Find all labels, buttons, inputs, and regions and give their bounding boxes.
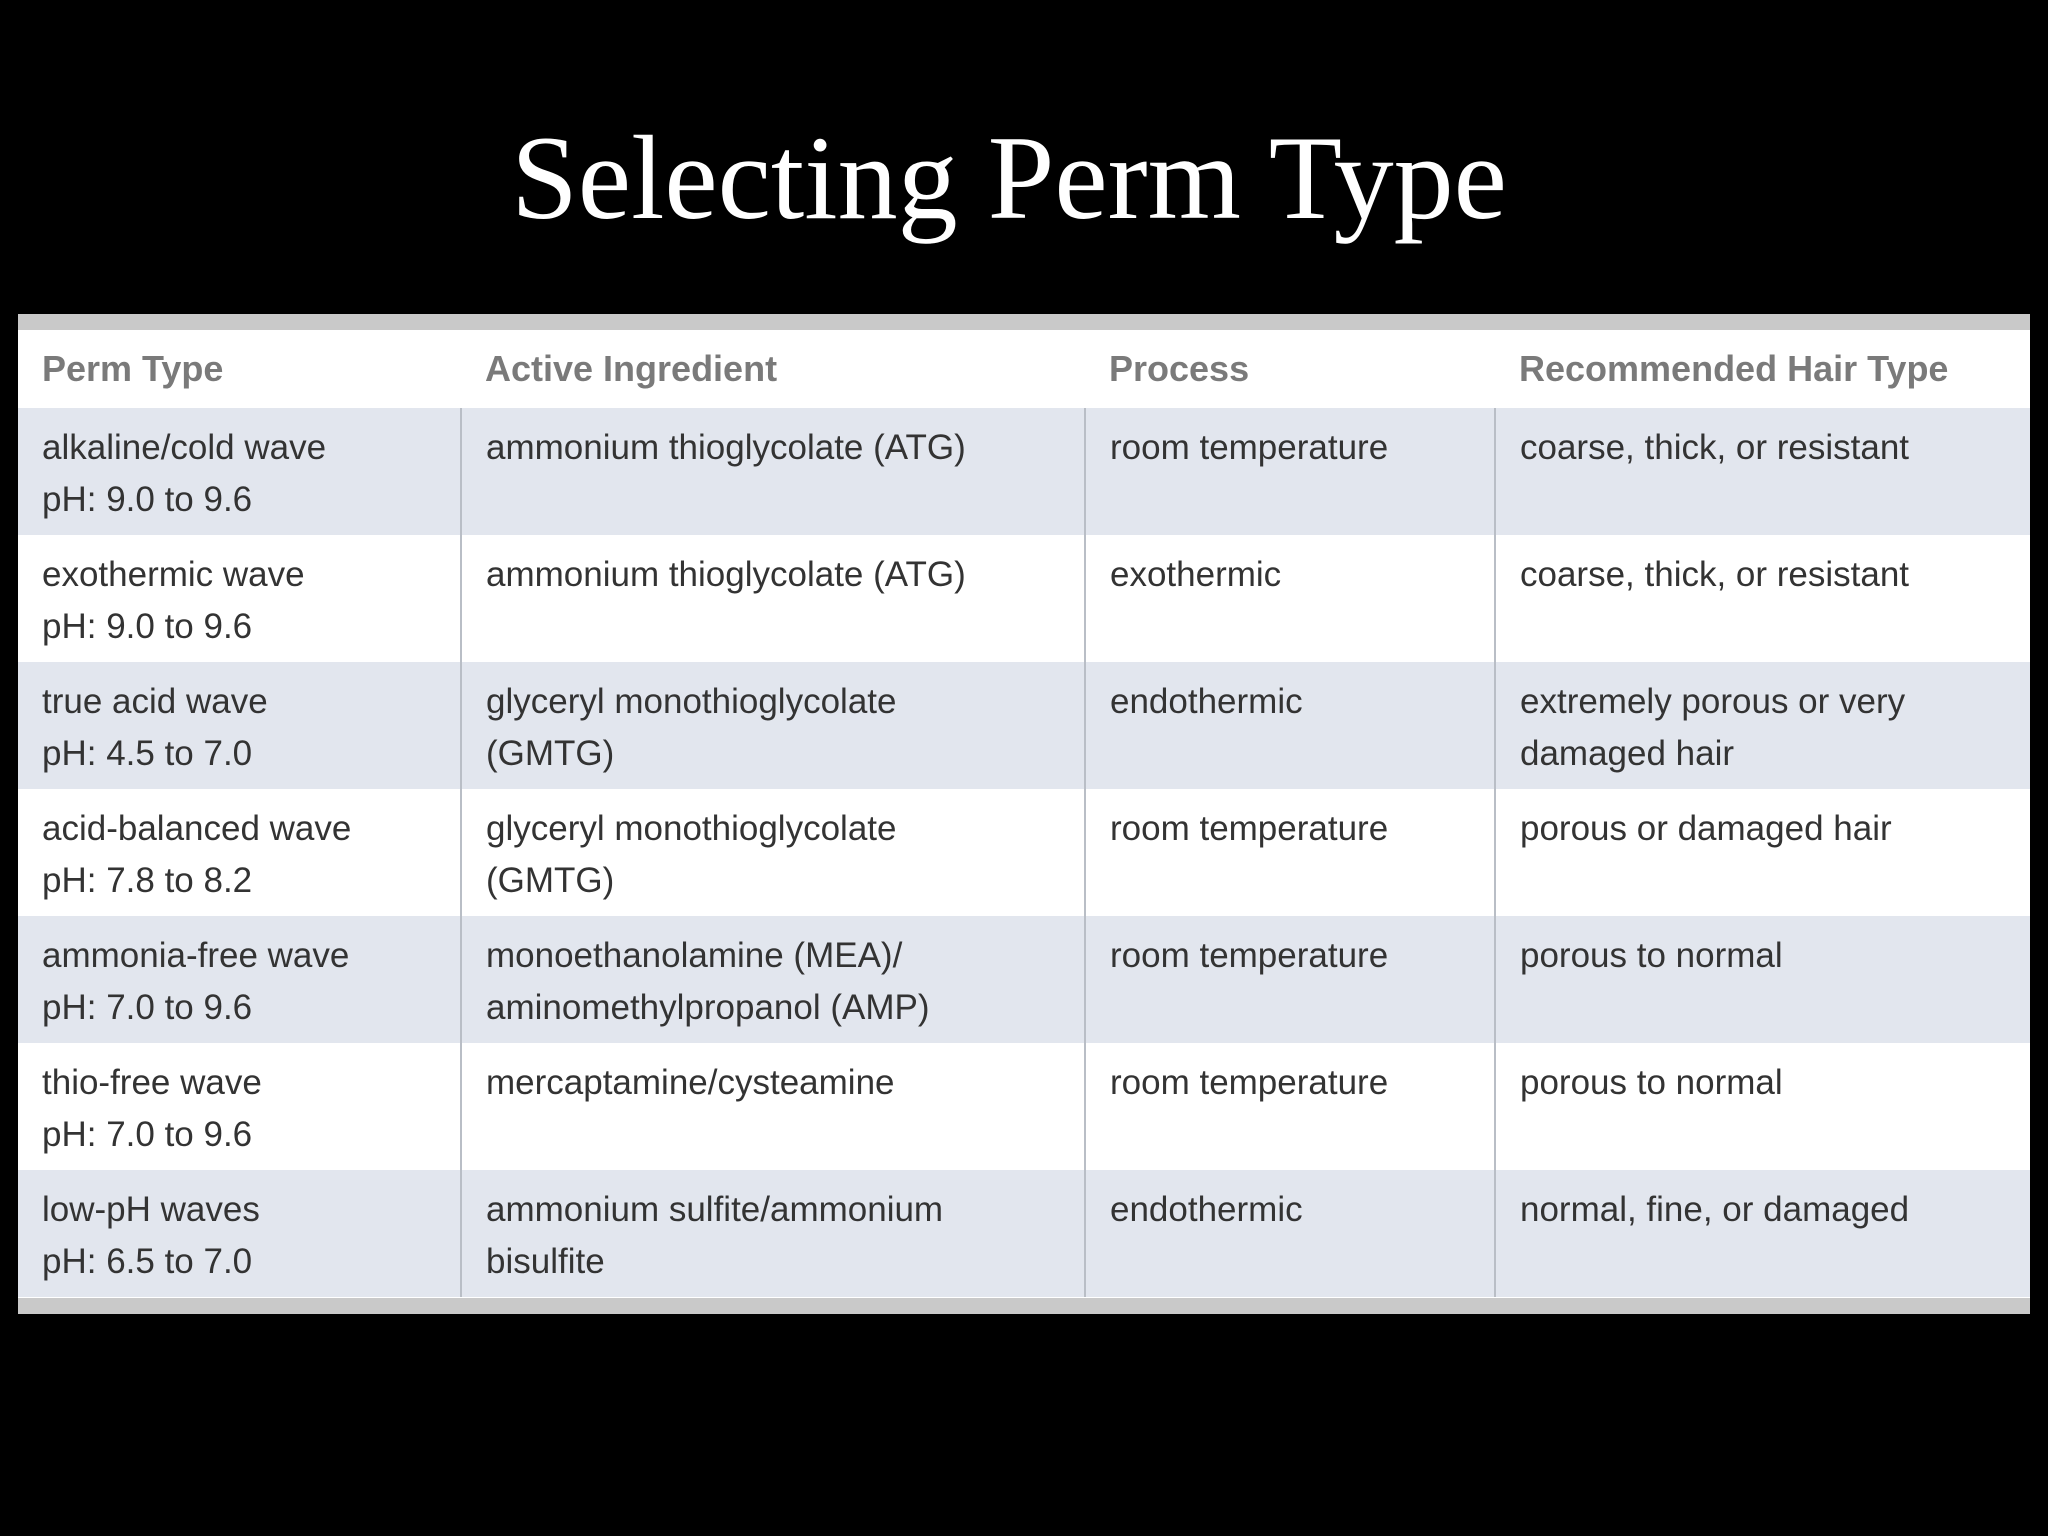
cell-perm-type-line: acid-balanced wave <box>42 809 352 848</box>
cell-active-ingredient-line: bisulfite <box>486 1242 605 1281</box>
cell-recommended-hair-type-line: coarse, thick, or resistant <box>1520 428 1910 467</box>
cell-active-ingredient <box>461 916 1085 1043</box>
cell-recommended-hair-type <box>1495 535 2030 662</box>
cell-recommended-hair-type <box>1495 408 2030 535</box>
header-process: Process <box>1085 330 1495 408</box>
cell-perm-type-line: low-pH waves <box>42 1190 260 1229</box>
cell-perm-type <box>18 916 461 1043</box>
table-row <box>18 1043 2030 1170</box>
cell-active-ingredient <box>461 789 1085 916</box>
cell-perm-type <box>18 1043 461 1170</box>
cell-perm-type <box>18 535 461 662</box>
header-recommended-hair-type: Recommended Hair Type <box>1495 330 2030 408</box>
cell-process-line: exothermic <box>1110 555 1282 594</box>
cell-process-line: room temperature <box>1110 1063 1389 1102</box>
cell-active-ingredient <box>461 535 1085 662</box>
cell-process <box>1085 535 1495 662</box>
cell-process <box>1085 916 1495 1043</box>
cell-active-ingredient-line: ammonium sulfite/ammonium <box>486 1190 944 1229</box>
cell-perm-type-line: true acid wave <box>42 682 268 721</box>
cell-perm-type-line: pH: 9.0 to 9.6 <box>42 607 253 646</box>
cell-recommended-hair-type-line: normal, fine, or damaged <box>1520 1190 1910 1229</box>
table-row <box>18 535 2030 662</box>
cell-perm-type <box>18 408 461 535</box>
cell-process-line: room temperature <box>1110 428 1389 467</box>
perm-type-table <box>18 314 2030 1314</box>
cell-recommended-hair-type-line: coarse, thick, or resistant <box>1520 555 1910 594</box>
cell-perm-type <box>18 1170 461 1297</box>
cell-recommended-hair-type <box>1495 789 2030 916</box>
table-row <box>18 408 2030 535</box>
cell-active-ingredient <box>461 408 1085 535</box>
table-row <box>18 1170 2030 1297</box>
cell-active-ingredient <box>461 1043 1085 1170</box>
cell-perm-type-line: pH: 7.8 to 8.2 <box>42 861 253 900</box>
cell-perm-type-line: pH: 7.0 to 9.6 <box>42 988 253 1027</box>
cell-active-ingredient-line: (GMTG) <box>486 734 615 773</box>
cell-active-ingredient <box>461 662 1085 789</box>
cell-perm-type <box>18 662 461 789</box>
table-row <box>18 916 2030 1043</box>
cell-active-ingredient-line: aminomethylpropanol (AMP) <box>486 988 930 1027</box>
cell-process-line: endothermic <box>1110 682 1303 721</box>
cell-recommended-hair-type-line: porous to normal <box>1520 1063 1783 1102</box>
cell-process <box>1085 789 1495 916</box>
table-row <box>18 662 2030 789</box>
header-perm-type: Perm Type <box>18 330 461 408</box>
cell-perm-type <box>18 789 461 916</box>
table-body <box>18 408 2030 1297</box>
cell-recommended-hair-type-line: extremely porous or very <box>1520 682 1906 721</box>
cell-perm-type-line: pH: 9.0 to 9.6 <box>42 480 253 519</box>
table-row <box>18 789 2030 916</box>
slide-title: Selecting Perm Type <box>511 111 1507 244</box>
cell-process-line: room temperature <box>1110 936 1389 975</box>
cell-active-ingredient-line: ammonium thioglycolate (ATG) <box>486 555 966 594</box>
cell-recommended-hair-type <box>1495 1170 2030 1297</box>
cell-perm-type-line: alkaline/cold wave <box>42 428 327 467</box>
cell-process <box>1085 1043 1495 1170</box>
perm-type-table-grid <box>18 330 2030 1297</box>
table-header-row <box>18 330 2030 408</box>
cell-process-line: room temperature <box>1110 809 1389 848</box>
cell-process <box>1085 1170 1495 1297</box>
cell-perm-type-line: pH: 7.0 to 9.6 <box>42 1115 253 1154</box>
cell-active-ingredient-line: glyceryl monothioglycolate <box>486 682 897 721</box>
cell-perm-type-line: pH: 6.5 to 7.0 <box>42 1242 253 1281</box>
cell-perm-type-line: thio-free wave <box>42 1063 262 1102</box>
cell-recommended-hair-type <box>1495 916 2030 1043</box>
cell-process <box>1085 408 1495 535</box>
header-active-ingredient: Active Ingredient <box>461 330 1085 408</box>
cell-perm-type-line: exothermic wave <box>42 555 305 594</box>
cell-active-ingredient-line: mercaptamine/cysteamine <box>486 1063 895 1102</box>
cell-active-ingredient-line: glyceryl monothioglycolate <box>486 809 897 848</box>
cell-active-ingredient-line: (GMTG) <box>486 861 615 900</box>
cell-active-ingredient <box>461 1170 1085 1297</box>
cell-perm-type-line: ammonia-free wave <box>42 936 350 975</box>
cell-recommended-hair-type <box>1495 662 2030 789</box>
cell-recommended-hair-type <box>1495 1043 2030 1170</box>
cell-recommended-hair-type-line: porous or damaged hair <box>1520 809 1892 848</box>
cell-recommended-hair-type-line: porous to normal <box>1520 936 1783 975</box>
cell-process <box>1085 662 1495 789</box>
cell-recommended-hair-type-line: damaged hair <box>1520 734 1735 773</box>
cell-process-line: endothermic <box>1110 1190 1303 1229</box>
cell-perm-type-line: pH: 4.5 to 7.0 <box>42 734 253 773</box>
cell-active-ingredient-line: ammonium thioglycolate (ATG) <box>486 428 966 467</box>
cell-active-ingredient-line: monoethanolamine (MEA)/ <box>486 936 903 975</box>
